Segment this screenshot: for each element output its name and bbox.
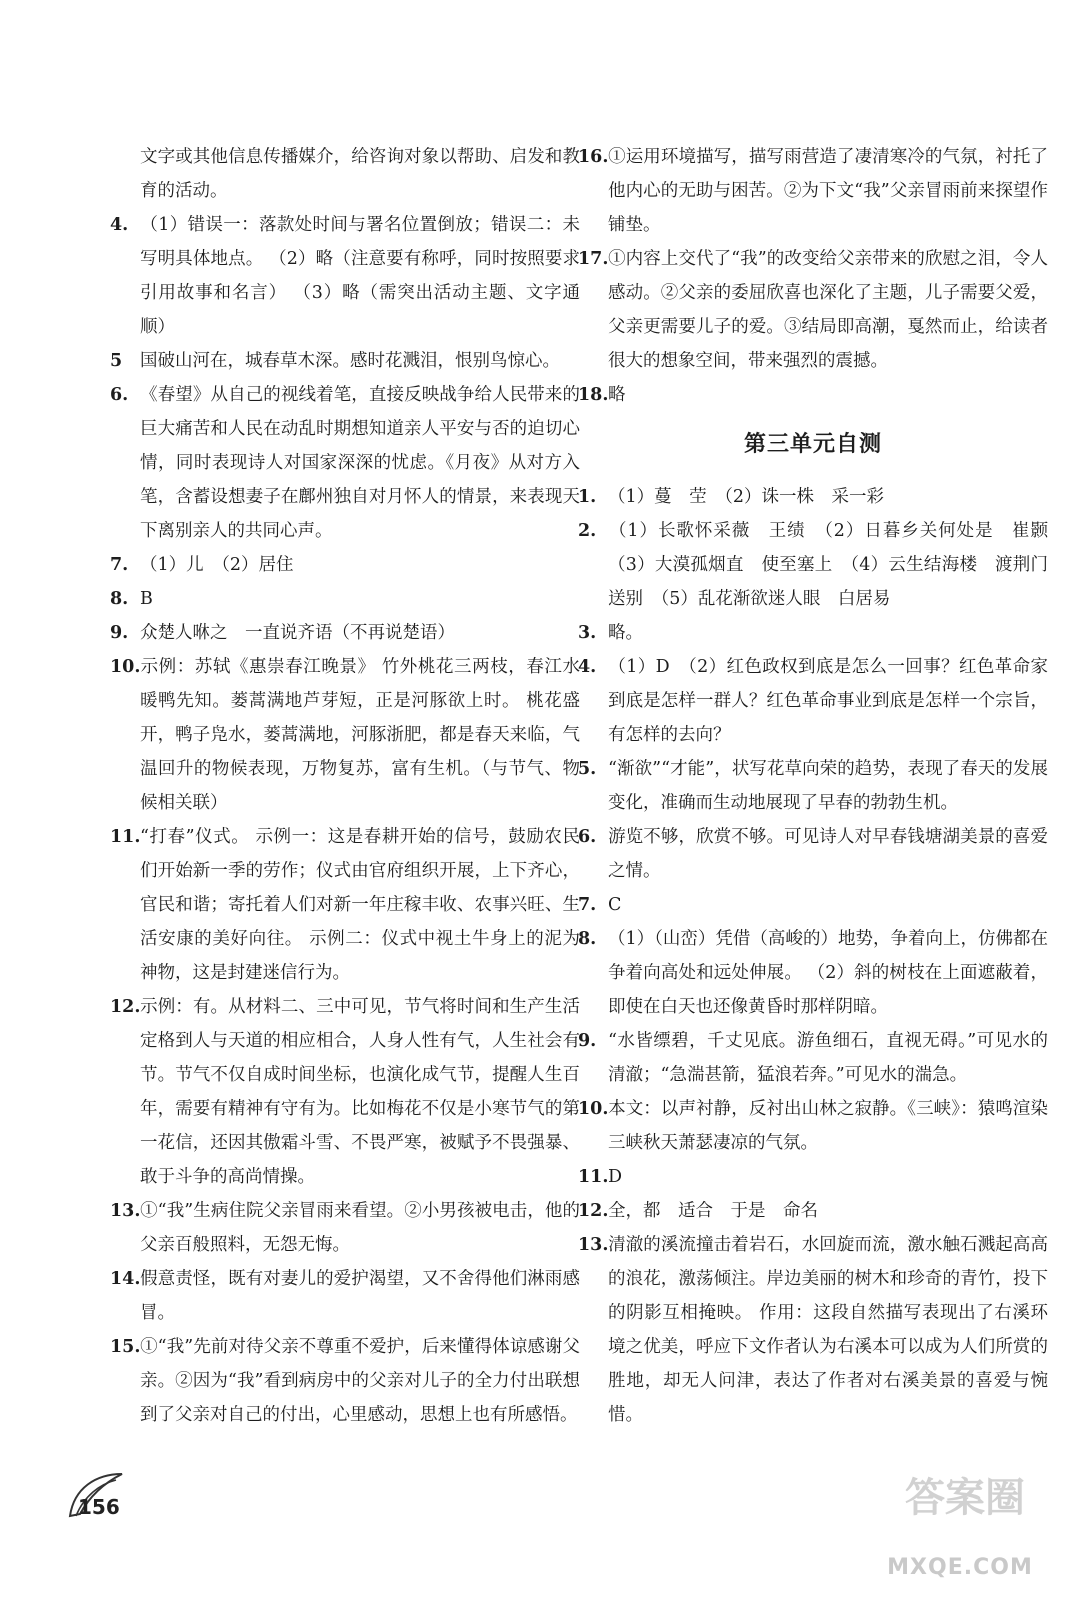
answer-text: （1）D （2）红色政权到底是怎么一回事？红色革命家到底是怎样一群人？红色革命事业到底是怎样一个宗旨，有怎样的去向？ [608, 657, 1048, 745]
answer-number: 3. [578, 623, 597, 643]
answer-item [578, 480, 1048, 514]
answer-item [110, 990, 580, 1194]
answer-number: 16. [578, 147, 609, 167]
answer-text: ①“我”先前对待父亲不尊重不爱护，后来懂得体谅感谢父亲。②因为“我”看到病房中的父亲对儿子的全力付出联想到了父亲对自己的付出，心里感动，思想上也有所感悟。 [140, 1337, 580, 1425]
answer-number: 7. [110, 555, 129, 575]
watermark-top-text: 答案圈 [905, 1475, 1025, 1521]
answer-text: 清澈的溪流撞击着岩石，水回旋而流，激水触石溅起高高的浪花，激荡倾注。岸边美丽的树木和珍奇的青竹，投下的阴影互相掩映。 作用：这段自然描写表现出了右溪环境之优美，呼应下文作者认为右溪本可以成为人们所赏的胜地，却无人问津，表达了作者对右溪美景的喜爱与惋惜。 [608, 1235, 1048, 1425]
answer-item [578, 378, 1048, 412]
answer-number: 6. [110, 385, 129, 405]
answer-text: B [140, 589, 153, 609]
answer-text: （1）儿 （2）居住 [140, 555, 294, 575]
answer-text: （1）长歌怀采薇 王绩 （2）日暮乡关何处是 崔颢 （3）大漠孤烟直 使至塞上 （4）云生结海楼 渡荆门送别 （5）乱花渐欲迷人眼 白居易 [608, 521, 1066, 609]
answer-item [578, 242, 1048, 378]
answer-number: 17. [578, 249, 609, 269]
answer-text: （1）错误一：落款处时间与署名位置倒放；错误二：未写明具体地点。 （2）略（注意要有称呼，同时按照要求引用故事和名言） （3）略（需突出活动主题、文字通顺） [140, 215, 580, 337]
answer-text: 略 [608, 385, 626, 405]
answer-item [578, 820, 1048, 888]
answer-item [110, 140, 580, 208]
answer-item [110, 1194, 580, 1262]
answer-text: 游览不够，欣赏不够。可见诗人对早春钱塘湖美景的喜爱之情。 [608, 827, 1048, 881]
answer-item [578, 650, 1048, 752]
answer-item [110, 378, 580, 548]
answer-text: 全，都 适合 于是 命名 [608, 1201, 818, 1221]
answer-number: 1. [578, 487, 597, 507]
answer-text: 文字或其他信息传播媒介，给咨询对象以帮助、启发和教育的活动。 [140, 147, 580, 201]
answer-text: ①运用环境描写，描写雨营造了凄清寒冷的气氛，衬托了他内心的无助与困苦。②为下文“我”父亲冒雨前来探望作铺垫。 [608, 147, 1048, 235]
answer-item [110, 616, 580, 650]
answer-text: “水皆缥碧，千丈见底。游鱼细石，直视无碍。”可见水的清澈；“急湍甚箭，猛浪若奔。”可见水的湍急。 [608, 1031, 1048, 1085]
answer-item [578, 1024, 1048, 1092]
answer-text: 国破山河在，城春草木深。感时花溅泪，恨别鸟惊心。 [140, 351, 560, 371]
answer-number: 15. [110, 1337, 141, 1357]
answer-item [578, 514, 1066, 616]
answer-item [578, 1228, 1048, 1432]
answer-number: 9. [110, 623, 129, 643]
answer-item [110, 820, 580, 990]
answer-text: “渐欲”“才能”，状写花草向荣的趋势，表现了春天的发展变化，准确而生动地展现了早春的勃勃生机。 [608, 759, 1048, 813]
answer-number: 12. [578, 1201, 609, 1221]
answer-number: 5 [110, 351, 123, 371]
answer-text: 示例：苏轼《惠崇春江晚景》 竹外桃花三两枝，春江水暖鸭先知。蒌蒿满地芦芽短，正是河豚欲上时。 桃花盛开，鸭子凫水，蒌蒿满地，河豚浙肥，都是春天来临，气温回升的物候表现，万物复苏，富有生机。（与节气、物候相关联） [140, 657, 580, 813]
answer-item [578, 1092, 1048, 1160]
watermark-logo [860, 1460, 1060, 1580]
answer-item [578, 1194, 1048, 1228]
page-number: 156 [78, 1495, 120, 1519]
answer-item [578, 922, 1048, 1024]
answer-number: 7. [578, 895, 597, 915]
answer-item [110, 650, 580, 820]
answer-item [110, 582, 580, 616]
answer-text: C [608, 895, 622, 915]
answer-number: 10. [578, 1099, 609, 1119]
answer-item [110, 1330, 580, 1432]
answer-number: 6. [578, 827, 597, 847]
answer-number: 5. [578, 759, 597, 779]
answer-text: 略。 [608, 623, 643, 643]
answer-text: 假意责怪，既有对妻儿的爱护渴望，又不舍得他们淋雨感冒。 [140, 1269, 580, 1323]
answer-item [578, 616, 1048, 650]
answer-item [110, 548, 580, 582]
answer-text: ①“我”生病住院父亲冒雨来看望。②小男孩被电击，他的父亲百般照料，无怨无悔。 [140, 1201, 580, 1255]
answer-number: 4. [578, 657, 597, 677]
left-column [110, 140, 580, 1432]
answer-text: （1）蔓 茔 （2）诛一株 采一彩 [608, 487, 885, 507]
answer-text: 示例：有。从材料二、三中可见，节气将时间和生产生活定格到人与天道的相应相合，人身人性有气，人生社会有节。节气不仅自成时间坐标，也演化成气节，提醒人生百年，需要有精神有守有为。比如梅花不仅是小寒节气的第一花信，还因其傲霜斗雪、不畏严寒，被赋予不畏强暴、敢于斗争的高尚情操。 [140, 997, 580, 1187]
answer-text: 本文：以声衬静，反衬出山林之寂静。《三峡》：猿鸣渲染三峡秋天萧瑟凄凉的气氛。 [608, 1099, 1048, 1153]
answer-number: 10. [110, 657, 141, 677]
watermark-url: MXQE.COM [887, 1555, 1033, 1580]
answer-number: 13. [578, 1235, 609, 1255]
answer-item [578, 752, 1048, 820]
answer-item [110, 344, 580, 378]
answer-text: 《春望》从自己的视线着笔，直接反映战争给人民带来的巨大痛苦和人民在动乱时期想知道亲人平安与否的迫切心情，同时表现诗人对国家深深的忧虑。《月夜》从对方入笔，含蓄设想妻子在鄜州独自对月怀人的情景，来表现天下离别亲人的共同心声。 [140, 385, 580, 541]
answer-number: 9. [578, 1031, 597, 1051]
answer-item [110, 1262, 580, 1330]
answer-text: 众楚人咻之 一直说齐语（不再说楚语） [140, 623, 455, 643]
answer-number: 14. [110, 1269, 141, 1289]
answer-number: 2. [578, 521, 597, 541]
answer-item [578, 140, 1048, 242]
answer-item [578, 1160, 1048, 1194]
answer-number: 11. [110, 827, 141, 847]
answer-number: 4. [110, 215, 129, 235]
right-column-answers-top [578, 140, 1048, 412]
right-column [578, 140, 1066, 1432]
answer-text: （1）（山峦）凭借（高峻的）地势，争着向上，仿佛都在争着向高处和远处伸展。 （2）斜的树枝在上面遮蔽着，即使在白天也还像黄昏时那样阴暗。 [608, 929, 1048, 1017]
answer-number: 8. [578, 929, 597, 949]
answer-item [110, 208, 580, 344]
right-column-answers-bottom [578, 480, 1066, 1432]
answer-text: D [608, 1167, 623, 1187]
answer-number: 12. [110, 997, 141, 1017]
answer-text: “打春”仪式。 示例一：这是春耕开始的信号，鼓励农民们开始新一季的劳作；仪式由官府组织开展，上下齐心，官民和谐；寄托着人们对新一年庄稼丰收、农事兴旺、生活安康的美好向往。 示例二：仪式中视土牛身上的泥为神物，这是封建迷信行为。 [140, 827, 580, 983]
answer-number: 11. [578, 1167, 609, 1187]
answer-number: 13. [110, 1201, 141, 1221]
answer-text: ①内容上交代了“我”的改变给父亲带来的欣慰之泪，令人感动。②父亲的委屈欣喜也深化了主题，儿子需要父爱，父亲更需要儿子的爱。③结局即高潮，戛然而止，给读者很大的想象空间，带来强烈的震撼。 [608, 249, 1048, 371]
section-title: 第三单元自测 [743, 432, 882, 457]
answer-number: 8. [110, 589, 129, 609]
answer-number: 18. [578, 385, 609, 405]
answer-item [578, 888, 1048, 922]
